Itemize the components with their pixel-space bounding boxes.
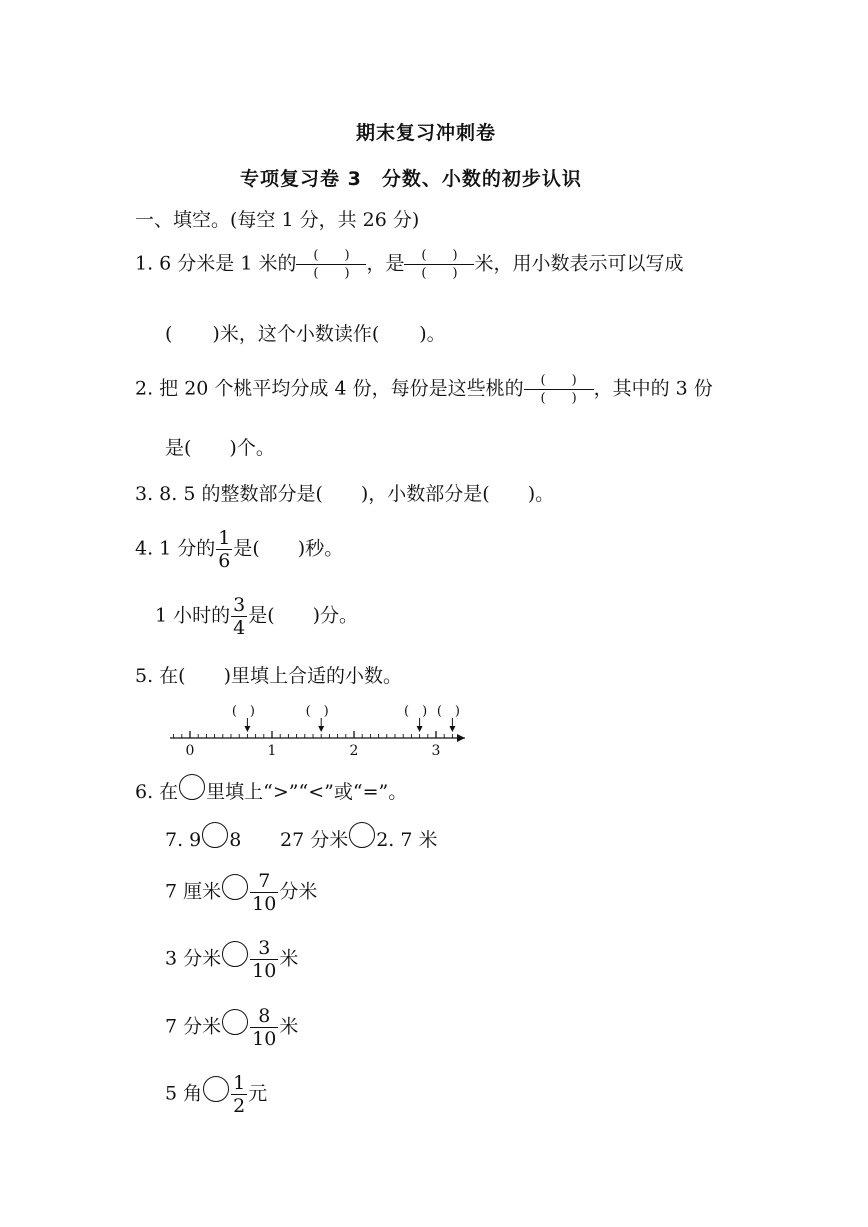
tick-label-3: 3 [431, 743, 441, 759]
q1-fraction-blank-2[interactable]: $\frac{( )}{( )}$ [404, 247, 474, 282]
number-line-blank-1[interactable]: ( ) [231, 704, 255, 719]
tick-label-2: 2 [349, 743, 359, 759]
compare-circle-2[interactable] [349, 822, 375, 848]
q1-text-c: 米，用小数表示可以写成 [474, 252, 684, 275]
q6-row-5: 5 角 $\frac{1}{2}$ 元 [165, 1072, 268, 1117]
fraction-3-4: $\frac{3}{4}$ [233, 594, 246, 639]
q1-text-b: ，是 [366, 252, 405, 275]
tick-label-0: 0 [185, 743, 195, 759]
number-line-blank-3[interactable]: ( ) [404, 704, 428, 719]
number-line [165, 700, 485, 760]
question-3: 3. 8. 5 的整数部分是( )，小数部分是( )。 [135, 483, 555, 505]
q6-row-2: 7 厘米 $\frac{7}{10}$ 分米 [165, 870, 318, 915]
pointer-arrowhead-4 [449, 726, 455, 732]
pointer-arrowhead-3 [417, 726, 423, 732]
q6-row-1: 7. 9 8 [165, 828, 241, 854]
q6-row-3: 3 分米 $\frac{3}{10}$ 米 [165, 937, 299, 982]
compare-circle-5[interactable] [222, 1009, 248, 1035]
compare-circle-icon [179, 774, 205, 800]
tick-label-1: 1 [267, 743, 277, 759]
question-4-a: 4. 1 分的 $\frac{1}{6}$ 是( )秒。 [135, 527, 344, 572]
q1-text-a: 1. 6 分米是 1 米的 [135, 252, 297, 275]
question-2 [135, 372, 713, 407]
compare-circle-3[interactable] [222, 874, 248, 900]
question-2-line-2: 是( )个。 [165, 437, 275, 459]
q6-row-1b: 27 分米 2. 7 米 [280, 828, 438, 854]
exam-subtitle: 专项复习卷 3 分数、小数的初步认识 [240, 168, 582, 190]
question-1-line-2: ( )米，这个小数读作( )。 [165, 323, 446, 345]
q2-text-b: ，其中的 3 份 [593, 377, 713, 400]
q2-text-a: 2. 把 20 个桃平均分成 4 份，每份是这些桃的 [135, 377, 524, 400]
number-line-blank-2[interactable]: ( ) [305, 704, 329, 719]
number-line-blank-4[interactable]: ( ) [436, 704, 460, 719]
section-heading: 一、填空。(每空 1 分，共 26 分) [135, 209, 420, 231]
pointer-arrowhead-2 [318, 726, 324, 732]
compare-circle-1[interactable] [202, 822, 228, 848]
compare-circle-4[interactable] [222, 941, 248, 967]
fraction-1-6: $\frac{1}{6}$ [218, 527, 231, 572]
compare-circle-6[interactable] [203, 1076, 229, 1102]
number-line-arrowhead [457, 734, 465, 742]
exam-title: 期末复习冲刺卷 [356, 122, 497, 144]
q6-row-4: 7 分米 $\frac{8}{10}$ 米 [165, 1005, 299, 1050]
question-5: 5. 在( )里填上合适的小数。 [135, 665, 402, 687]
question-4-b: 1 小时的 $\frac{3}{4}$ 是( )分。 [155, 594, 359, 639]
q1-fraction-blank-1[interactable]: $\frac{( )}{( )}$ [296, 247, 366, 282]
question-6: 6. 在 里填上“>”“<”或“=”。 [135, 780, 407, 806]
question-1 [135, 247, 684, 282]
pointer-arrowhead-1 [244, 726, 250, 732]
q2-fraction-blank[interactable]: $\frac{( )}{( )}$ [524, 372, 594, 407]
